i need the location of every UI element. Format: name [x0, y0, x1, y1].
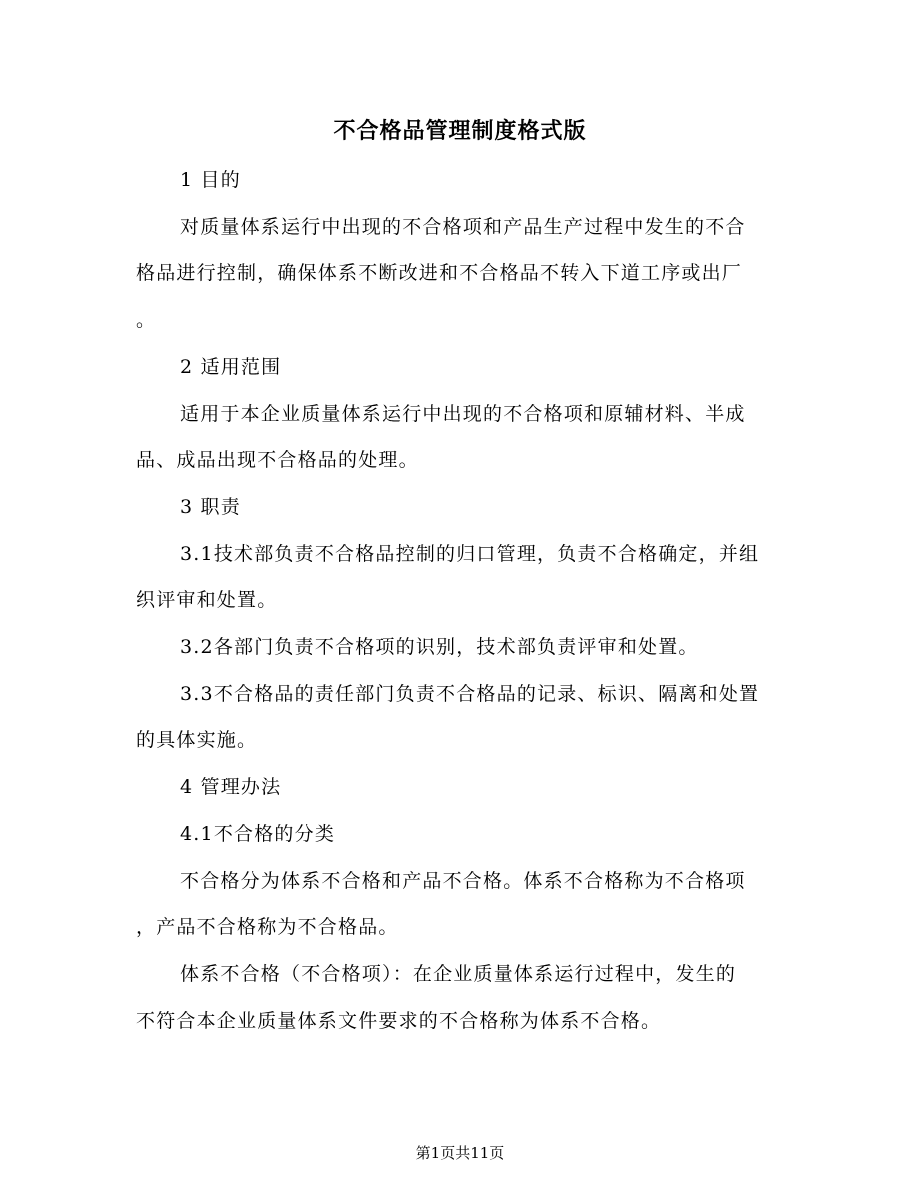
paragraph-line: 体系不合格（不合格项）：在企业质量体系运行过程中，发生的 — [180, 962, 737, 985]
paragraph-line: 。 — [136, 309, 157, 332]
section-heading-management: 4 管理办法 — [180, 776, 282, 799]
paragraph-line: 的具体实施。 — [136, 729, 258, 752]
page-number-footer: 第1页共11页 — [415, 1144, 505, 1162]
paragraph-line: 适用于本企业质量体系运行中出现的不合格项和原辅材料、半成 — [180, 402, 746, 425]
paragraph-line: 3.3不合格品的责任部门负责不合格品的记录、标识、隔离和处置 — [180, 682, 760, 705]
document-body — [136, 157, 776, 1044]
section-heading-responsibilities: 3 职责 — [180, 495, 241, 518]
paragraph-line: 3.2各部门负责不合格项的识别，技术部负责评审和处置。 — [180, 636, 699, 659]
paragraph-line: 3.1技术部负责不合格品控制的归口管理，负责不合格确定，并组 — [180, 542, 760, 565]
subsection-heading-classification: 4.1不合格的分类 — [180, 822, 336, 845]
paragraph-line: 格品进行控制，确保体系不断改进和不合格品不转入下道工序或出厂 — [136, 262, 743, 285]
paragraph-line: 织评审和处置。 — [136, 589, 278, 612]
section-heading-purpose: 1 目的 — [180, 169, 241, 191]
paragraph-line: 不符合本企业质量体系文件要求的不合格称为体系不合格。 — [136, 1009, 662, 1032]
paragraph-line: ，产品不合格称为不合格品。 — [136, 916, 399, 939]
document-title: 不合格品管理制度格式版 — [333, 118, 587, 144]
section-heading-scope: 2 适用范围 — [180, 355, 282, 378]
paragraph-line: 不合格分为体系不合格和产品不合格。体系不合格称为不合格项 — [180, 869, 746, 892]
paragraph-line: 品、成品出现不合格品的处理。 — [136, 449, 419, 472]
paragraph-line: 对质量体系运行中出现的不合格项和产品生产过程中发生的不合 — [180, 215, 746, 238]
